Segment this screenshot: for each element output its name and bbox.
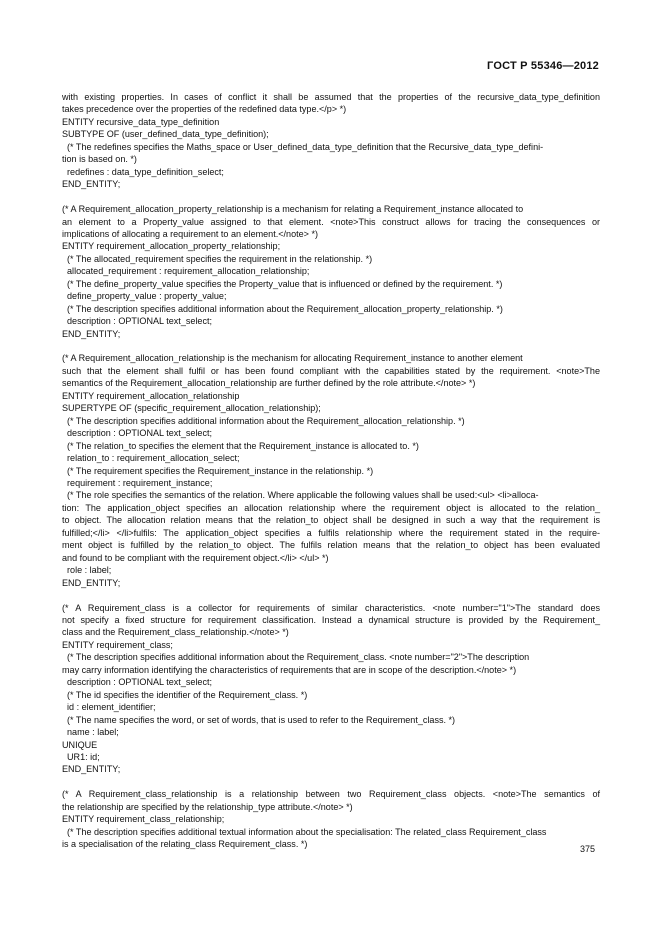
blank-line [62,589,600,601]
text-line: id : element_identifier; [62,702,156,713]
text-line: UR1: id; [62,751,100,762]
text-line: tion is based on. *) [62,154,137,165]
text-line: ENTITY recursive_data_type_definition [62,116,220,127]
text-line: description : OPTIONAL text_select; [62,428,213,439]
text-line: with existing properties. In cases of conflict it shall be assumed that the properties of the recursive_data_type_definition [62,92,600,102]
text-line: is a specialisation of the relating_class Requirement_class. *) [62,839,308,850]
text-line: SUPERTYPE OF (specific_requirement_allocation_relationship); [62,403,321,414]
text-line: (* The description specifies additional information about the Requirement_allocation_relationship. *) [62,415,465,426]
blank-line [62,776,600,788]
text-line: implications of allocating a requirement to an element.</note> *) [62,228,318,239]
text-line: (* The requirement specifies the Requirement_instance in the relationship. *) [62,465,374,476]
text-line: the relationship are specified by the relationship_type attribute.</note> *) [62,801,353,812]
document-body [62,91,600,851]
text-line: (* The role specifies the semantics of the relation. Where applicable the following values shall be used:<ul> <li>alloca- [62,490,539,501]
text-line: ment object is fulfilled by the relation_to object. The fulfils relation means that the relation_to object has been evaluated [62,540,600,551]
text-line: and found to be compliant with the requirement object.</li> </ul> *) [62,552,329,563]
text-line: takes precedence over the properties of the redefined data type.</p> *) [62,104,347,115]
text-line: SUBTYPE OF (user_defined_data_type_definition); [62,129,269,140]
text-line: such that the element shall fulfil or has been found compliant with the capabilities stated by the requirement. <note>The [62,365,600,376]
text-line: requirement : requirement_instance; [62,478,213,489]
text-line: END_ENTITY; [62,179,121,190]
text-line: (* A Requirement_class_relationship is a relationship between two Requirement_class objects. <note>The semantics of [62,789,600,800]
text-line: class and the Requirement_class_relationship.</note> *) [62,627,289,638]
text-line: UNIQUE [62,739,98,750]
text-line: fulfilled;</li> </li>fulfils: The application_object specifies a fulfils relationship where the requirement stated in the require- [62,527,600,538]
text-line: description : OPTIONAL text_select; [62,316,213,327]
text-line: END_ENTITY; [62,328,121,339]
text-line: ENTITY requirement_class; [62,639,173,650]
text-line: (* A Requirement_class is a collector for requirements of similar characteristics. <note number="1">The standard does [62,602,600,613]
text-line: (* The description specifies additional textual information about the specialisation: The related_class Requirement_class [62,826,547,837]
text-line: ENTITY requirement_class_relationship; [62,814,225,825]
text-line: ENTITY requirement_allocation_property_relationship; [62,241,281,252]
text-line: (* The id specifies the identifier of the Requirement_class. *) [62,689,308,700]
text-line: (* The redefines specifies the Maths_space or User_defined_data_type_definition that the Recursive_data_type_defini- [62,141,544,152]
standard-number: ГОСТ Р 55346—2012 [487,60,599,72]
blank-line [62,191,600,203]
text-line: (* A Requirement_allocation_property_relationship is a mechanism for relating a Requirement_instance allocated to [62,204,524,215]
text-line: END_ENTITY; [62,577,121,588]
text-line: (* The define_property_value specifies the Property_value that is influenced or defined by the requirement. *) [62,278,503,289]
text-line: redefines : data_type_definition_select; [62,166,224,177]
text-line: (* The name specifies the word, or set of words, that is used to refer to the Requirement_class. *) [62,714,456,725]
text-line: allocated_requirement : requirement_allocation_relationship; [62,266,310,277]
text-line: (* The description specifies additional information about the Requirement_class. <note number="2">The description [62,652,530,663]
text-line: ENTITY requirement_allocation_relationship [62,390,240,401]
text-line: (* The relation_to specifies the element that the Requirement_instance is allocated to. *) [62,440,419,451]
text-line: semantics of the Requirement_allocation_relationship are further defined by the role attribute.</note> *) [62,378,476,389]
text-line: description : OPTIONAL text_select; [62,677,213,688]
text-line: an element to a Property_value assigned to that element. <note>This construct allows for tracing the consequences or [62,216,600,227]
text-line: END_ENTITY; [62,764,121,775]
text-line: define_property_value : property_value; [62,291,227,302]
text-line: may carry information identifying the characteristics of requirements that are in scope of the description.</note> *) [62,664,517,675]
text-line: (* A Requirement_allocation_relationship is the mechanism for allocating Requirement_instance to another element [62,353,523,364]
text-line: (* The allocated_requirement specifies the requirement in the relationship. *) [62,253,373,264]
page-number: 375 [579,844,595,854]
text-line: relation_to : requirement_allocation_select; [62,453,240,464]
text-line: not specify a fixed structure for requirement classification. Instead a dynamical structure is provided by the Requirement_ [62,614,600,625]
text-line: (* The description specifies additional information about the Requirement_allocation_property_relationship. *) [62,303,503,314]
text-line: role : label; [62,565,112,576]
text-line: to object. The allocation relation means that the relation_to object shall be designed in such a way that the requirement is [62,515,600,526]
blank-line [62,340,600,352]
text-line: tion: The application_object specifies an allocation relationship where the requirement object is allocated to the relation_ [62,502,600,513]
text-line: name : label; [62,727,119,738]
